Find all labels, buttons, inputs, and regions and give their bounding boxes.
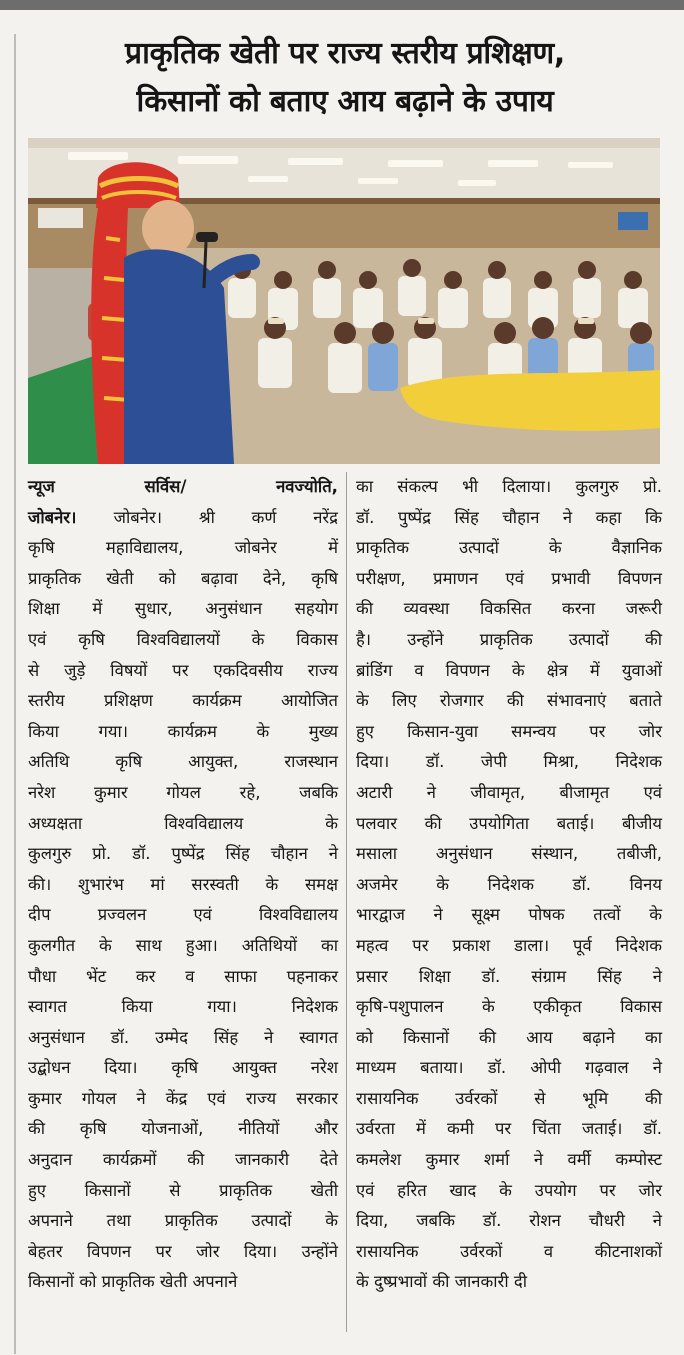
article-text-line: अनुसंधान डॉ. उम्मेद सिंह ने स्वागत bbox=[28, 1027, 338, 1047]
article-text-line: डॉ. पुष्पेंद्र सिंह चौहान ने कहा कि bbox=[356, 507, 662, 527]
article-text-line: रासायनिक उर्वरकों व कीटनाशकों bbox=[356, 1241, 662, 1261]
article-text-line: भारद्वाज ने सूक्ष्म पोषक तत्वों के bbox=[356, 905, 662, 925]
article-text-line: स्वागत किया गया। निदेशक bbox=[28, 997, 338, 1017]
article-text-line: ब्रांडिंग व विपणन के क्षेत्र में युवाओं bbox=[356, 660, 662, 680]
article-text-line: पौधा भेंट कर व साफा पहनाकर bbox=[28, 966, 338, 986]
article-text-line: प्रसार शिक्षा डॉ. संग्राम सिंह ने bbox=[356, 966, 662, 986]
article-text-line: परीक्षण, प्रमाणन एवं प्रभावी विपणन bbox=[356, 568, 662, 588]
article-text-line: अजमेर के निदेशक डॉ. विनय bbox=[356, 874, 662, 894]
article-text-line: है। उन्होंने प्राकृतिक उत्पादों की bbox=[356, 629, 662, 649]
article-text-line: दीप प्रज्वलन एवं विश्वविद्यालय bbox=[28, 905, 338, 925]
top-rule bbox=[0, 0, 684, 10]
article-text-line: उद्बोधन दिया। कृषि आयुक्त नरेश bbox=[28, 1058, 338, 1078]
photo-speaker-audience-icon bbox=[28, 138, 660, 464]
article-text-line: नरेश कुमार गोयल रहे, जबकि bbox=[28, 782, 338, 802]
article-text-line: एवं कृषि विश्वविद्यालयों के विकास bbox=[28, 629, 338, 649]
byline: न्यूज सर्विस/ नवज्योति, bbox=[28, 477, 338, 496]
article-text-line: की व्यवस्था विकसित करना जरूरी bbox=[356, 599, 662, 619]
article-text-line: रासायनिक उर्वरकों से भूमि की bbox=[356, 1088, 662, 1108]
article-text-line: बेहतर विपणन पर जोर दिया। उन्होंने bbox=[28, 1241, 338, 1261]
article-text-line: एवं हरित खाद के उपयोग पर जोर bbox=[356, 1180, 662, 1200]
article-text-line: अपनाने तथा प्राकृतिक उत्पादों के bbox=[28, 1211, 338, 1231]
article-text-line: दिया। डॉ. जेपी मिश्रा, निदेशक bbox=[356, 752, 662, 772]
article-text-line: से जुड़े विषयों पर एकदिवसीय राज्य bbox=[28, 660, 338, 680]
article-text-line: स्तरीय प्रशिक्षण कार्यक्रम आयोजित bbox=[28, 691, 338, 711]
article-text-line: अध्यक्षता विश्वविद्यालय के bbox=[28, 813, 338, 833]
left-margin-rule bbox=[14, 34, 16, 1354]
article-text-line: अटारी ने जीवामृत, बीजामृत एवं bbox=[356, 782, 662, 802]
article-photo bbox=[28, 138, 660, 464]
headline-line-1: प्राकृतिक खेती पर राज्य स्तरीय प्रशिक्षण, bbox=[125, 36, 565, 71]
article-text-line: के लिए रोजगार की संभावनाएं बताते bbox=[356, 691, 662, 711]
article-text-line: मसाला अनुसंधान संस्थान, तबीजी, bbox=[356, 844, 662, 864]
article-text-line: कुलगुरु प्रो. डॉ. पुष्पेंद्र सिंह चौहान ने bbox=[28, 844, 338, 864]
article-text-line: शिक्षा में सुधार, अनुसंधान सहयोग bbox=[28, 599, 338, 619]
article-column-right bbox=[356, 472, 662, 1298]
article-text-line: के दुष्प्रभावों की जानकारी दी bbox=[356, 1272, 528, 1292]
article-text-line: का संकल्प भी दिलाया। कुलगुरु प्रो. bbox=[356, 477, 662, 496]
article-text-line: दिया, जबकि डॉ. रोशन चौधरी ने bbox=[356, 1211, 662, 1231]
article-text-line: प्राकृतिक उत्पादों के वैज्ञानिक bbox=[356, 538, 662, 558]
article-text-line: प्राकृतिक खेती को बढ़ावा देने, कृषि bbox=[28, 568, 338, 588]
article-text-line: की। शुभारंभ मां सरस्वती के समक्ष bbox=[28, 874, 338, 894]
article-text-line: कुलगीत के साथ हुआ। अतिथियों का bbox=[28, 935, 338, 955]
article-column-left bbox=[28, 472, 338, 1298]
article-text-line: उर्वरता में कमी पर चिंता जताई। डॉ. bbox=[356, 1119, 662, 1139]
article-text-line: कुमार गोयल ने केंद्र एवं राज्य सरकार bbox=[28, 1088, 338, 1108]
article-text-line bbox=[28, 472, 338, 503]
article-text-line: अतिथि कृषि आयुक्त, राजस्थान bbox=[28, 752, 338, 772]
article-text-line: हुए किसानों से प्राकृतिक खेती bbox=[28, 1180, 338, 1200]
column-divider bbox=[346, 472, 347, 1332]
article-text-line: पलवार की उपयोगिता बताई। बीजीय bbox=[356, 813, 662, 833]
article-text-line: किसानों को प्राकृतिक खेती अपनाने bbox=[28, 1272, 238, 1292]
article-text-line: को किसानों की आय बढ़ाने का bbox=[356, 1027, 662, 1047]
article-text-line: अनुदान कार्यक्रमों की जानकारी देते bbox=[28, 1150, 338, 1170]
headline-line-2: किसानों को बताए आय बढ़ाने के उपाय bbox=[136, 84, 554, 119]
byline-place: जोबनेर। bbox=[28, 507, 114, 527]
article-text-line: कृषि-पशुपालन के एकीकृत विकास bbox=[356, 997, 662, 1017]
headline bbox=[20, 30, 670, 126]
article-text-line: कृषि महाविद्यालय, जोबनेर में bbox=[28, 538, 338, 558]
article-text-line: की कृषि योजनाओं, नीतियों और bbox=[28, 1119, 338, 1139]
article-text-line: किया गया। कार्यक्रम के मुख्य bbox=[28, 721, 338, 741]
article-text-line: माध्यम बताया। डॉ. ओपी गढ़वाल ने bbox=[356, 1058, 662, 1078]
article-text-line: जोबनेर। जोबनेर। श्री कर्ण नरेंद्र bbox=[28, 507, 338, 527]
article-text-line: हुए किसान-युवा समन्वय पर जोर bbox=[356, 721, 662, 741]
article-text-line: महत्व पर प्रकाश डाला। पूर्व निदेशक bbox=[356, 935, 662, 955]
article-text-line: कमलेश कुमार शर्मा ने वर्मी कम्पोस्ट bbox=[356, 1150, 662, 1170]
